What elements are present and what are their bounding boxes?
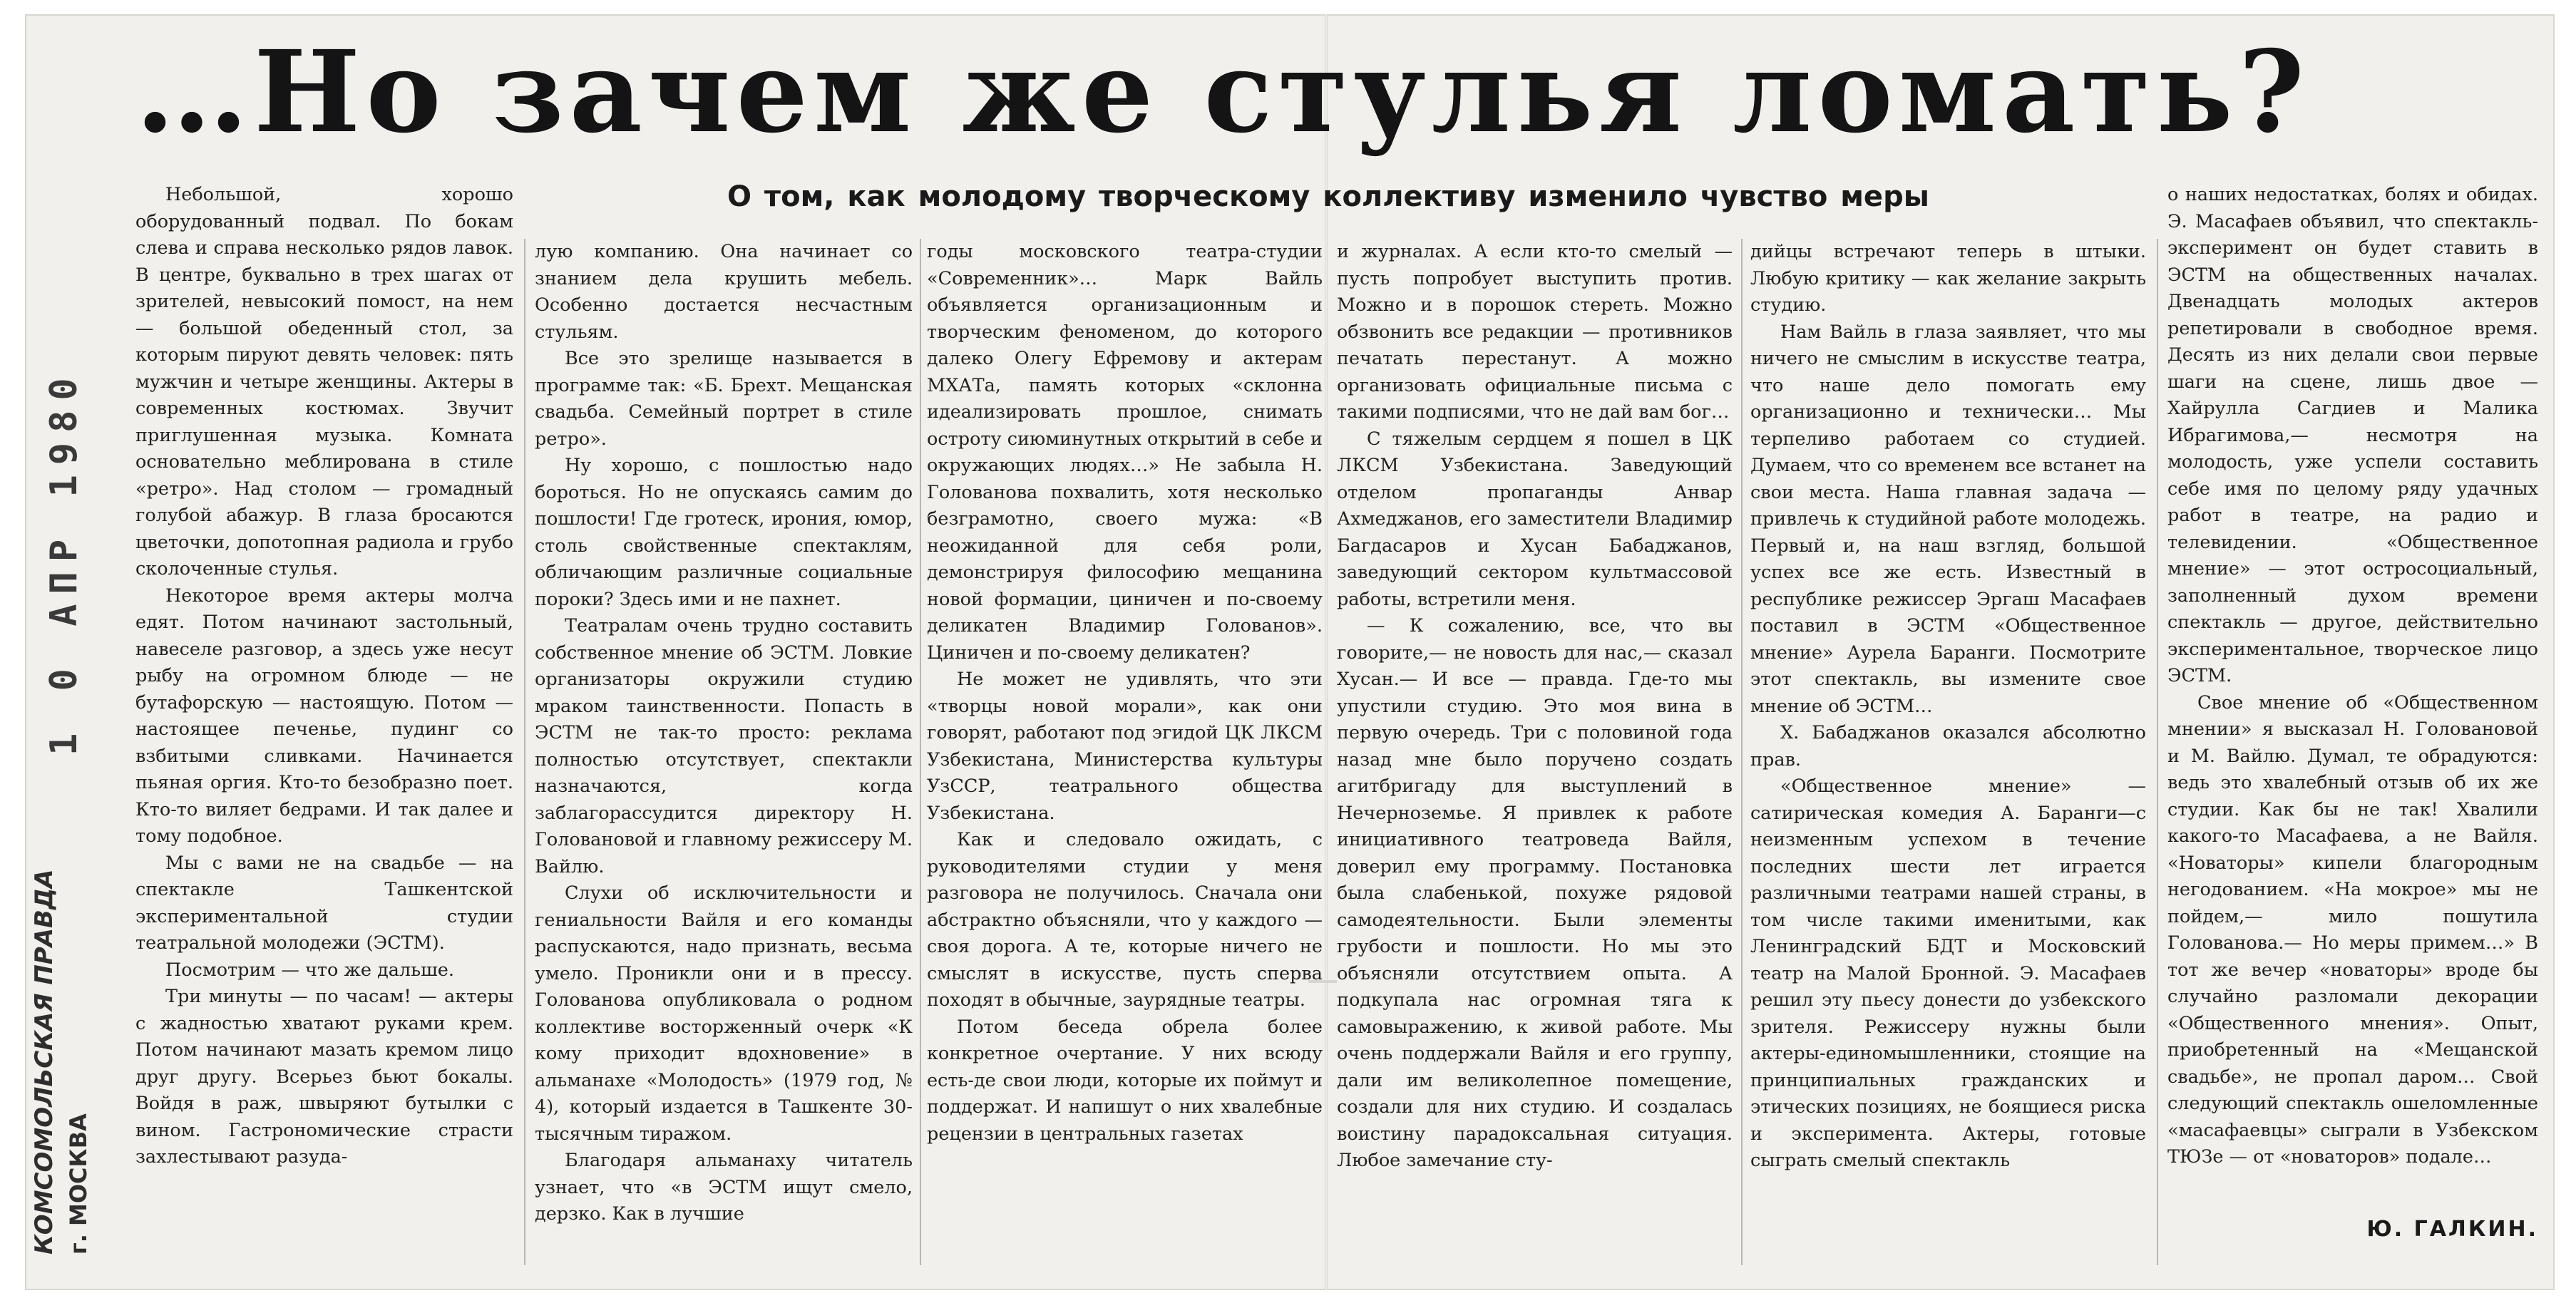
column-divider: [1741, 239, 1743, 1265]
article-column-3: [927, 239, 1323, 1265]
article-column-2: [535, 239, 913, 1265]
article-paragraph: Три минуты — по часам! — актеры с жадностью хватают руками крем. Потом начинают мазать кремом лицо друг другу. Всерьез бьют бокалы. Войдя в раж, швыряют бутылки с вином. Гастрономические страсти захлестывают разуда-: [135, 986, 513, 1168]
article-paragraph: Х. Бабаджанов оказался абсолютно прав.: [1750, 722, 2146, 771]
article-paragraph: лую компанию. Она начинает со знанием дела крушить мебель. Особенно достается несчастным стульям.: [535, 241, 913, 343]
article-paragraph: Как и следовало ожидать, с руководителями студии у меня разговора не получилось. Сначала они абстрактно объясняли, что у каждого — своя дорога. А те, которые ничего не смыслят в искусстве, пусть сперва походят в обычные, заурядные театры.: [927, 829, 1323, 1011]
article-paragraph: «Общественное мнение» — сатирическая комедия А. Баранги—с неизменным успехом в течение последних шести лет играется различными театрами нашей страны, в том числе такими именитыми, как Ленинградский БДТ и Московский театр на Малой Бронной. Э. Масафаев решил эту пьесу донести до узбекского зрителя. Режиссеру нужны были актеры-единомышленники, стоящие на принципиальных гражданских и этических позициях, не боящиеся риска и эксперимента. Актеры, готовые сыграть смелый спектакль: [1750, 776, 2146, 1171]
newspaper-name-stamp: КОМСОМОЛЬСКАЯ ПРАВДА: [30, 869, 58, 1255]
article-paragraph: дийцы встречают теперь в штыки. Любую критику — как желание закрыть студию.: [1750, 241, 2146, 316]
article-column-6: [2167, 182, 2538, 1222]
article-column-1: [135, 182, 513, 1265]
article-subheadline: О том, как молодому творческому коллективу изменило чувство меры: [727, 180, 1929, 213]
article-paragraph: Нам Вайль в глаза заявляет, что мы ничего не смыслим в искусстве театра, что наше дело помогать ему организационно и технически… Мы терпеливо работаем со студией. Думаем, что со временем все встанет на свои места. Наша главная задача — привлечь к студийной работе молодежь. Первый и, на наш взгляд, большой успех все же есть. Известный в республике режиссер Эргаш Масафаев поставил в ЭСТМ «Общественное мнение» Аурела Баранги. Посмотрите этот спектакль, вы измените свое мнение об ЭСТМ…: [1750, 321, 2146, 717]
article-column-5: [1750, 239, 2146, 1265]
article-paragraph: Некоторое время актеры молча едят. Потом начинают застольный, навеселе разговор, а здесь уже несут рыбу на огромном блюде — не бутафорскую — настоящую. Потом — настоящее печенье, пудинг со взбитыми сливками. Начинается пьяная оргия. Кто-то безобразно поет. Кто-то виляет бедрами. И так далее и тому подобное.: [135, 584, 513, 847]
author-byline: Ю. ГАЛКИН.: [2366, 1217, 2538, 1242]
article-paragraph: Потом беседа обрела более конкретное очертание. У них всюду есть-де свои люди, которые их поймут и поддержат. И напишут о них хвалебные рецензии в центральных газетах: [927, 1016, 1323, 1145]
article-paragraph: Слухи об исключительности и гениальности Вайля и его команды распускаются, надо признать, весьма умело. Проникли они и в прессу. Голованова опубликовала о родном коллективе восторженный очерк «К кому приходит вдохновение» в альманахе «Молодость» (1979 год, № 4), который издается в Ташкенте 30-тысячным тиражом.: [535, 882, 913, 1145]
city-stamp: г. МОСКВА: [65, 1113, 92, 1255]
article-column-4: [1337, 239, 1733, 1265]
article-paragraph: Мы с вами не на свадьбе — на спектакле Ташкентской экспериментальной студии театральной молодежи (ЭСТМ).: [135, 852, 513, 954]
article-headline: …Но зачем же стулья ломать?: [135, 29, 2311, 157]
column-divider: [2157, 239, 2158, 1265]
article-paragraph: Свое мнение об «Общественном мнении» я высказал Н. Головановой и М. Вайлю. Думал, те обрадуются: ведь это хвалебный отзыв об их же студии. Как бы не так! Хвалили какого-то Масафаева, а не Вайля. «Новаторы» кипели благородным негодованием. «На мокрое» мы не пойдем,— мило пошутила Голованова.— Но меры примем…» В тот же вечер «новаторы» вроде бы случайно разломали декорации «Общественного мнения». Опыт, приобретенный на «Мещанской свадьбе», не пропал даром… Свой следующий спектакль ошеломленные «масафаевцы» сыграли в Узбекском ТЮЗе — от «новаторов» подале…: [2167, 691, 2538, 1168]
article-paragraph: Посмотрим — что же дальше.: [165, 959, 454, 981]
article-paragraph: Театралам очень трудно составить собственное мнение об ЭСТМ. Ловкие организаторы окружили студию мраком таинственности. Попасть в ЭСТМ не так-то просто: реклама полностью отсутствует, спектакли назначаются, когда заблагорассудится директору Н. Головановой и главному режиссеру М. Вайлю.: [535, 615, 913, 877]
article-paragraph: и журналах. А если кто-то смелый — пусть попробует выступить против. Можно и в порошок стереть. Можно обзвонить все редакции — противников печатать перестанут. А можно организовать официальные письма с такими подписями, что не дай вам бог…: [1337, 241, 1733, 423]
article-paragraph: С тяжелым сердцем я пошел в ЦК ЛКСМ Узбекистана. Заведующий отделом пропаганды Анвар Ахмеджанов, его заместители Владимир Багдасаров и Хусан Бабаджанов, заведующий сектором культмассовой работы, встретили меня.: [1337, 428, 1733, 610]
column-divider: [920, 239, 921, 1265]
column-divider: [524, 239, 525, 1265]
archive-date-stamp: 1 0 АПР 1980: [43, 368, 86, 756]
article-paragraph: Не может не удивлять, что эти «творцы новой морали», как они говорят, работают под эгидой ЦК ЛКСМ Узбекистана, Министерства культуры УзССР, театрального общества Узбекистана.: [927, 669, 1323, 824]
article-paragraph: Небольшой, хорошо оборудованный подвал. По бокам слева и справа несколько рядов лавок. В центре, буквально в трех шагах от зрителей, невысокий помост, на нем — большой обеденный стол, за которым пируют девять человек: пять мужчин и четыре женщины. Актеры в современных костюмах. Звучит приглушенная музыка. Комната основательно меблирована в стиле «ретро». Над столом — громадный голубой абажур. В глаза бросаются цветочки, допотопная радиола и грубо сколоченные стулья.: [135, 184, 513, 580]
article-paragraph: Ну хорошо, с пошлостью надо бороться. Но не опускаясь самим до пошлости! Где гротеск, ирония, юмор, столь свойственные спектаклям, обличающим различные социальные пороки? Здесь ими и не пахнет.: [535, 455, 913, 610]
article-paragraph: годы московского театра-студии «Современник»… Марк Вайль объявляется организационным и творческим феноменом, до которого далеко Олегу Ефремову и актерам МХАТа, память которых «склонна идеализировать прошлое, снимать остроту сиюминутных открытий в себе и окружающих людях…» Не забыла Н. Голованова похвалить, хотя несколько безграмотно, своего мужа: «В неожиданной для себя роли, демонстрируя философию мещанина новой формации, циничен и по-своему деликатен Владимир Голованов». Циничен и по-своему деликатен?: [927, 241, 1323, 664]
article-paragraph: Все это зрелище называется в программе так: «Б. Брехт. Мещанская свадьба. Семейный портрет в стиле ретро».: [535, 348, 913, 450]
article-paragraph: Благодаря альманаху читатель узнает, что «в ЭСТМ ищут смело, дерзко. Как в лучшие: [535, 1150, 913, 1225]
article-paragraph: — К сожалению, все, что вы говорите,— не новость для нас,— сказал Хусан.— И все — правда. Где-то мы упустили студию. Это моя вина в первую очередь. Три с половиной года назад мне было поручено создать агитбригаду для выступлений в Нечерноземье. Я привлек к работе инициативного театроведа Вайля, доверил ему программу. Постановка была слабенькой, похуже рядовой самодеятельности. Были элементы грубости и пошлости. Но мы это объясняли отсутствием опыта. А подкупала нас огромная тяга к самовыражению, к живой работе. Мы очень поддержали Вайля и его группу, дали им великолепное помещение, создали для них студию. И создалась воистину парадоксальная ситуация. Любое замечание сту-: [1337, 615, 1733, 1171]
article-paragraph: о наших недостатках, болях и обидах. Э. Масафаев объявил, что спектакль-эксперимент он будет ставить в ЭСТМ на общественных началах. Двенадцать молодых актеров репетировали в свободное время. Десять из них делали свои первые шаги на сцене, лишь двое — Хайрулла Сагдиев и Малика Ибрагимова,— несмотря на молодость, уже успели составить себе имя по целому ряду удачных работ в театре, на радио и телевидении. «Общественное мнение» — этот остросоциальный, заполненный духом времени спектакль — другое, действительно экспериментальное, творческое лицо ЭСТМ.: [2167, 184, 2538, 686]
